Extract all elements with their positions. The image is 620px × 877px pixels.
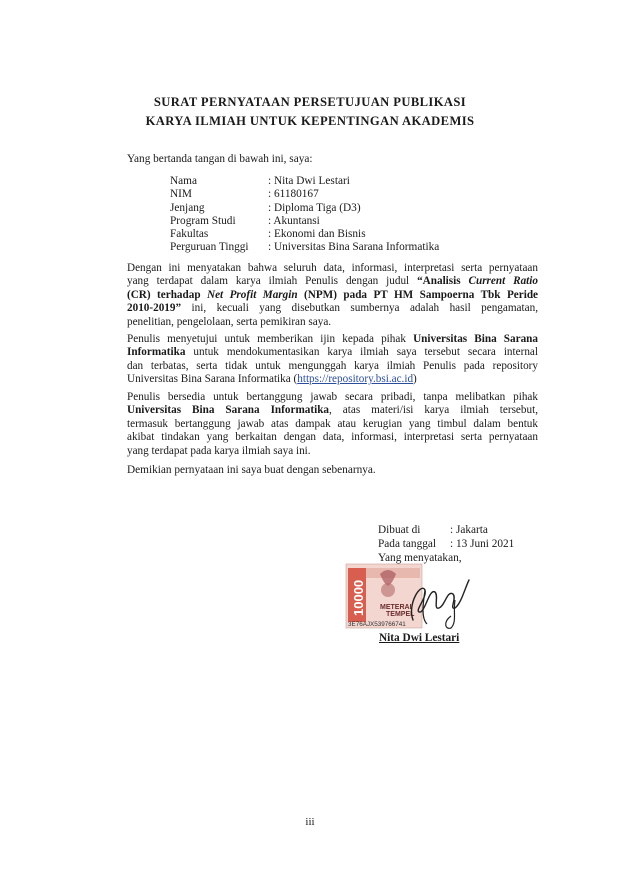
paragraph-permission: Penulis menyetujui untuk memberikan ijin kepada pihak Universitas Bina Sarana Informatika untuk mendokumentasikan karya ilmiah saya tersebut secara internal dan terbatas, serta tidak untuk mengunggah karya ilmiah Penulis pada repository Universitas Bina Sarana Informatika (https://repository.bsi.ac.id) (127, 333, 538, 386)
identity-table (170, 175, 439, 255)
info-row-university: Perguruan Tinggi : Universitas Bina Sarana Informatika (170, 241, 440, 254)
stamp-label-1: METERAI (380, 604, 412, 611)
signature-block (378, 523, 514, 565)
stamp-serial: 3E76AJX539766741 (348, 621, 406, 628)
title-line-1: SURAT PERNYATAAN PERSETUJUAN PUBLIKASI (153, 95, 467, 109)
info-row-name: Nama : Nita Dwi Lestari (170, 175, 350, 187)
page-number: iii (305, 816, 315, 828)
info-row-level: Jenjang : Diploma Tiga (D3) (170, 201, 361, 214)
stamp-value: 10000 (351, 579, 366, 616)
signer-name: Nita Dwi Lestari (379, 632, 460, 644)
paragraph-responsibility: Penulis bersedia untuk bertanggung jawab secara pribadi, tanpa melibatkan pihak Universitas Bina Sarana Informatika, atas materi/isi karya ilmiah tersebut, termasuk bertanggung jawab atas dampak atau kerugian yang timbul dalam bentuk akibat tindakan yang berkaitan dengan data, informasi, interpretasi serta pernyataan yang terdapat pada karya ilmiah saya ini. (127, 391, 538, 457)
document-title (0, 93, 620, 131)
info-row-program: Program Studi : Akuntansi (170, 214, 320, 227)
statement-row: Yang menyatakan, (378, 552, 462, 564)
handwritten-signature-icon (395, 570, 475, 630)
info-row-faculty: Fakultas : Ekonomi dan Bisnis (170, 228, 366, 241)
info-row-nim: NIM : 61180167 (170, 188, 319, 201)
date-row: Pada tanggal : 13 Juni 2021 (378, 538, 515, 550)
repository-link[interactable]: https://repository.bsi.ac.id (297, 373, 414, 386)
closing-statement: Demikian pernyataan ini saya buat dengan sebenarnya. (127, 464, 376, 476)
intro-text: Yang bertanda tangan di bawah ini, saya: (127, 153, 313, 165)
title-line-2: KARYA ILMIAH UNTUK KEPENTINGAN AKADEMIS (145, 114, 475, 128)
stamp-label-2: TEMPEL (386, 611, 415, 618)
paragraph-declaration: Dengan ini menyatakan bahwa seluruh data, informasi, interpretasi serta pernyataan yang terdapat dalam karya ilmiah Penulis dengan judul “Analisis Current Ratio (CR) terhadap Net Profit Margin (NPM) pada PT HM Sampoerna Tbk Peride 2010-2019” ini, kecuali yang disebutkan sumbernya adalah hasil pengamatan, penelitian, pengelolaan, serta pemikiran saya. (127, 262, 538, 328)
place-row: Dibuat di : Jakarta (378, 524, 488, 536)
